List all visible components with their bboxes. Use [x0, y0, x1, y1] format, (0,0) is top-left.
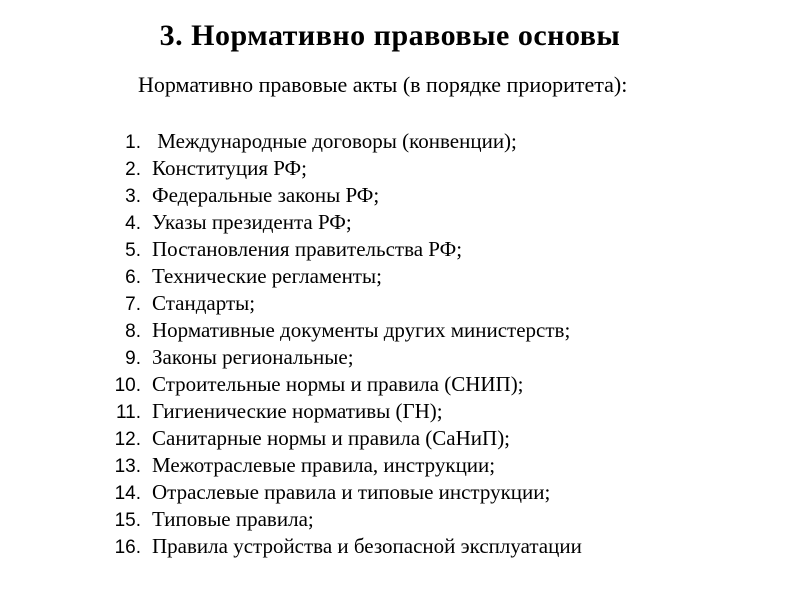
list-item: [0, 344, 760, 371]
list-item-number: 9.: [125, 348, 141, 369]
list-item-text: Межотраслевые правила, инструкции;: [152, 453, 496, 477]
list-item: [0, 452, 760, 479]
list-item-number: 4.: [125, 213, 141, 234]
list-item-text: Технические регламенты;: [152, 264, 382, 288]
list-item-text: Строительные нормы и правила (СНИП);: [152, 372, 524, 396]
list-item: [0, 398, 760, 425]
list-item-text: Законы региональные;: [152, 345, 354, 369]
list-item: [0, 506, 760, 533]
list-item: [0, 263, 760, 290]
list-item: [0, 209, 760, 236]
list-item-number: 8.: [125, 321, 141, 342]
list-item-number: 10.: [114, 375, 141, 396]
list-item: [0, 155, 760, 182]
list-item-number: 3.: [125, 186, 141, 207]
list-item-text: Федеральные законы РФ;: [152, 183, 380, 207]
numbered-list: [0, 128, 760, 560]
list-item: [0, 236, 760, 263]
list-item-text: Нормативные документы других министерств;: [152, 318, 571, 342]
list-item: [0, 371, 760, 398]
list-item: [0, 317, 760, 344]
list-item-number: 16.: [114, 537, 141, 558]
list-item-text: Правила устройства и безопасной эксплуатации: [152, 534, 582, 558]
list-item-text: Конституция РФ;: [152, 156, 307, 180]
list-item-text: Стандарты;: [152, 291, 256, 315]
list-item-text: Международные договоры (конвенции);: [152, 129, 517, 153]
list-item-text: Санитарные нормы и правила (СаНиП);: [152, 426, 511, 450]
list-item: [0, 128, 760, 155]
slide-title: 3. Нормативно правовые основы: [159, 19, 621, 52]
list-item-number: 12.: [114, 429, 141, 450]
list-item: [0, 479, 760, 506]
list-item-text: Отраслевые правила и типовые инструкции;: [152, 480, 551, 504]
list-item-number: 15.: [114, 510, 141, 531]
slide-subtitle: Нормативно правовые акты (в порядке приоритета):: [138, 72, 628, 97]
list-item: [0, 425, 760, 452]
list-item: [0, 533, 760, 560]
list-item-number: 2.: [125, 159, 141, 180]
list-item-number: 1.: [125, 132, 141, 153]
list-item: [0, 182, 760, 209]
list-item-text: Указы президента РФ;: [152, 210, 352, 234]
list-item-text: Постановления правительства РФ;: [152, 237, 463, 261]
list-item-number: 14.: [114, 483, 141, 504]
list-item-number: 13.: [114, 456, 141, 477]
list-item: [0, 290, 760, 317]
list-item-number: 11.: [115, 402, 141, 423]
list-item-number: 5.: [125, 240, 141, 261]
list-item-text: Типовые правила;: [152, 507, 314, 531]
list-item-number: 7.: [125, 294, 141, 315]
list-item-text: Гигиенические нормативы (ГН);: [152, 399, 443, 423]
list-item-number: 6.: [125, 267, 141, 288]
